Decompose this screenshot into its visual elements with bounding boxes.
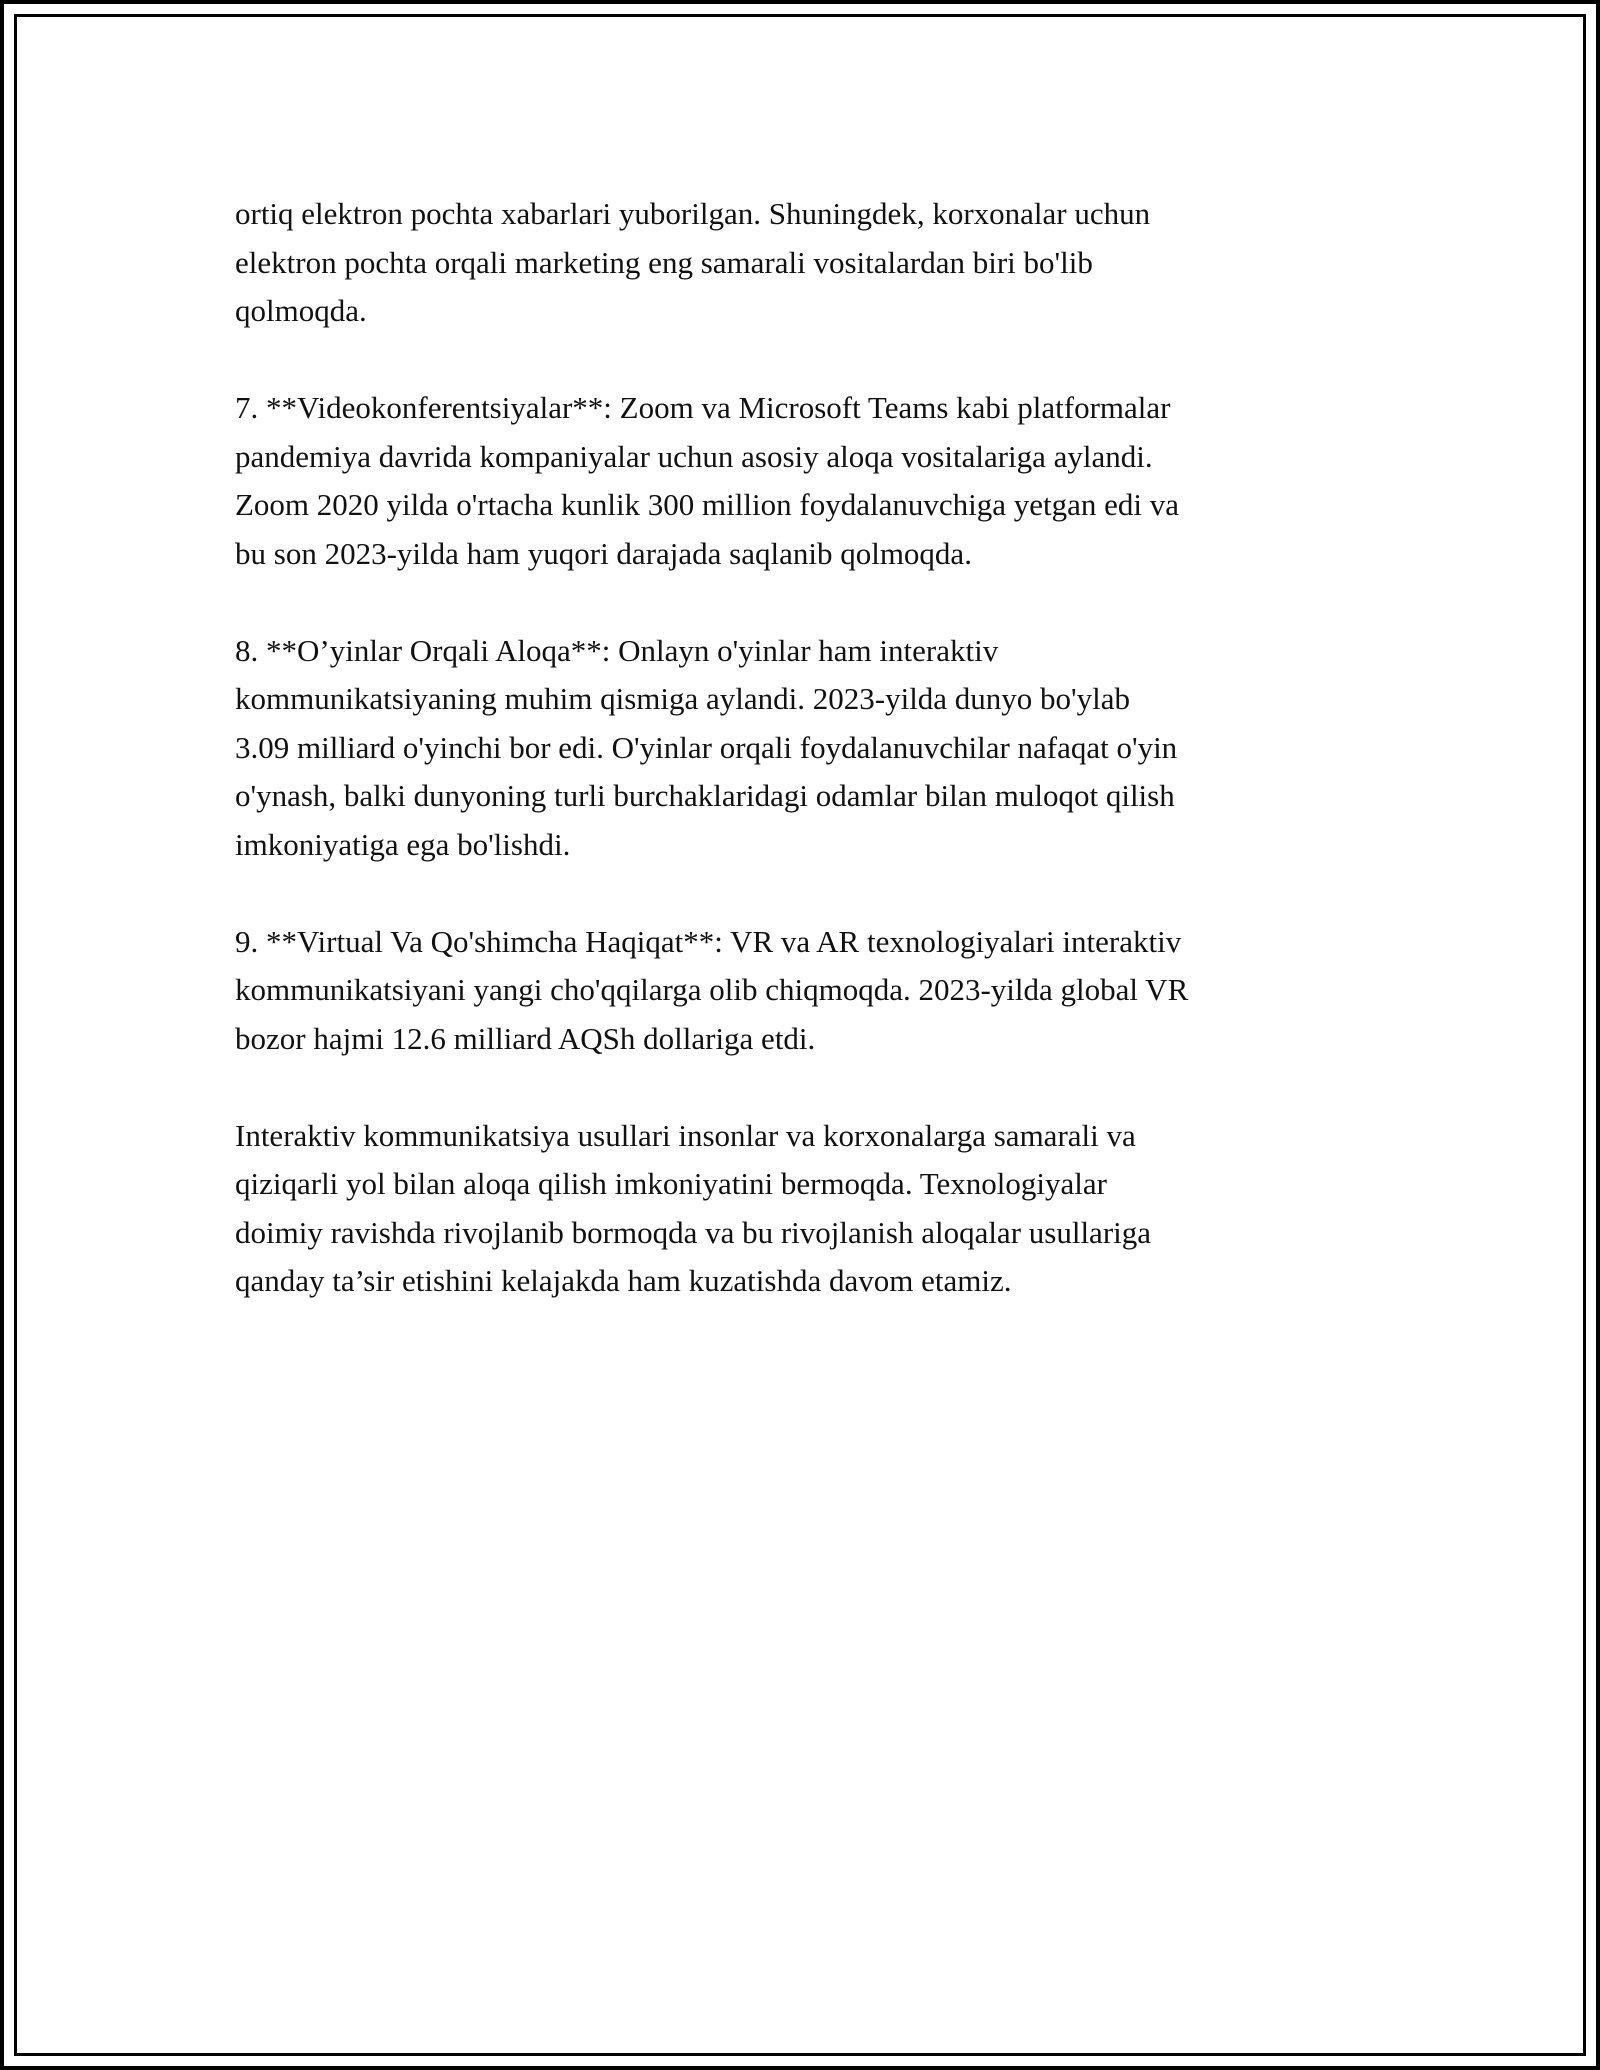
- text-line: ortiq elektron pochta xabarlari yuborilgan. Shuningdek, korxonalar uchun: [235, 196, 1151, 231]
- text-line: bu son 2023-yilda ham yuqori darajada saqlanib qolmoqda.: [235, 535, 972, 571]
- text-line: qiziqarli yol bilan aloqa qilish imkoniyatini bermoqda. Texnologiyalar: [235, 1166, 1107, 1201]
- text-line: kommunikatsiyaning muhim qismiga aylandi. 2023-yilda dunyo bo'ylab: [235, 681, 1131, 716]
- text-line: Zoom 2020 yilda o'rtacha kunlik 300 million foydalanuvchiga yetgan edi va: [235, 487, 1179, 522]
- text-line: elektron pochta orqali marketing eng samarali vositalardan biri bo'lib: [235, 244, 1093, 280]
- document-body: [235, 190, 1385, 1354]
- text-line: 3.09 milliard o'yinchi bor edi. O'yinlar orqali foydalanuvchilar nafaqat o'yin: [235, 729, 1178, 765]
- text-line: 9. **Virtual Va Qo'shimcha Haqiqat**: VR va AR texnologiyalari interaktiv: [235, 923, 1182, 959]
- text-line: kommunikatsiyani yangi cho'qqilarga olib chiqmoqda. 2023-yilda global VR: [235, 972, 1189, 1007]
- text-line: doimiy ravishda rivojlanib bormoqda va bu rivojlanish aloqalar usullariga: [235, 1214, 1152, 1250]
- text-line: imkoniyatiga ega bo'lishdi.: [235, 826, 571, 862]
- text-line: 7. **Videokonferentsiyalar**: Zoom va Microsoft Teams kabi platformalar: [235, 390, 1171, 425]
- text-line: 8. **O’yinlar Orqali Aloqa**: Onlayn o'yinlar ham interaktiv: [235, 632, 999, 668]
- text-line: pandemiya davrida kompaniyalar uchun asosiy aloqa vositalariga aylandi.: [235, 438, 1153, 474]
- text-line: qolmoqda.: [235, 293, 367, 328]
- text-line: qanday ta’sir etishini kelajakda ham kuzatishda davom etamiz.: [235, 1263, 1012, 1298]
- paragraph-videoconferencing: [235, 384, 1385, 578]
- text-line: bozor hajmi 12.6 milliard AQSh dollariga etdi.: [235, 1020, 816, 1056]
- text-line: o'ynash, balki dunyoning turli burchaklaridagi odamlar bilan muloqot qilish: [235, 778, 1175, 813]
- paragraph-gaming: [235, 627, 1385, 870]
- text-line: Interaktiv kommunikatsiya usullari insonlar va korxonalarga samarali va: [235, 1117, 1136, 1153]
- paragraph-vr-ar: [235, 918, 1385, 1064]
- paragraph-conclusion: [235, 1112, 1385, 1306]
- paragraph-email-continuation: [235, 190, 1385, 336]
